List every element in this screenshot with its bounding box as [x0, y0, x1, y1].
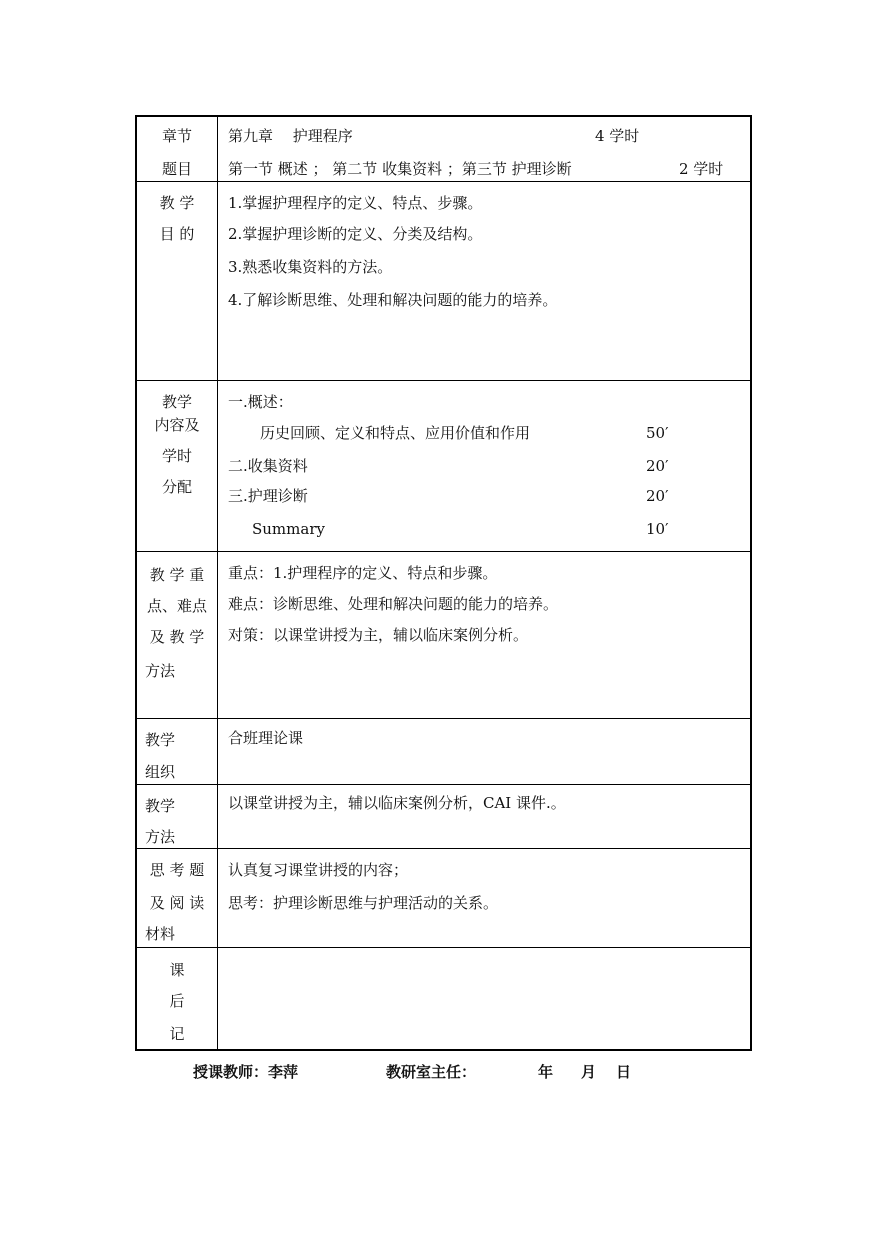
objective-item: 3.熟悉收集资料的方法。 — [228, 258, 393, 276]
method-label: 方法 — [145, 828, 176, 846]
objectives-label: 目 的 — [159, 225, 195, 243]
focus-label: 及 教 学 — [149, 628, 205, 646]
organization-label: 教学 — [145, 731, 176, 749]
director-signature-line: 教研室主任： — [386, 1063, 477, 1081]
date-month: 月 — [581, 1063, 597, 1081]
focus-item: 对策：以课堂讲授为主，辅以临床案例分析。 — [228, 626, 529, 644]
row-divider — [137, 947, 750, 948]
content-item: 历史回顾、定义和特点、应用价值和作用 — [260, 424, 531, 442]
content-item: 二.收集资料 — [228, 457, 308, 475]
objective-item: 2.掌握护理诊断的定义、分类及结构。 — [228, 225, 483, 243]
content-time: 20′ — [646, 487, 669, 505]
content-label: 学时 — [161, 447, 192, 465]
date-day: 日 — [616, 1063, 632, 1081]
content-time: 20′ — [646, 457, 669, 475]
focus-label: 方法 — [145, 662, 176, 680]
row-divider — [137, 784, 750, 785]
chapter-hours: 4 学时 — [595, 127, 640, 145]
reflection-label: 及 阅 读 — [149, 894, 205, 912]
focus-label: 点、难点 — [146, 597, 207, 615]
content-item: 三.护理诊断 — [228, 487, 308, 505]
reflection-item: 认真复习课堂讲授的内容； — [228, 861, 409, 879]
focus-label: 教 学 重 — [149, 566, 205, 584]
content-item: Summary — [252, 520, 325, 538]
content-time: 50′ — [646, 424, 669, 442]
method-label: 教学 — [145, 797, 176, 815]
date-year: 年 — [538, 1063, 554, 1081]
notes-label: 记 — [169, 1025, 185, 1043]
objectives-label: 教 学 — [159, 194, 195, 212]
focus-item: 重点：1.护理程序的定义、特点和步骤。 — [228, 564, 498, 582]
row-divider — [137, 380, 750, 381]
content-label: 内容及 — [154, 416, 200, 434]
teacher-signature-line: 授课教师：李萍 — [193, 1063, 299, 1081]
section-hours: 2 学时 — [679, 160, 724, 178]
notes-label: 后 — [169, 992, 185, 1010]
content-item: 一.概述： — [228, 393, 293, 411]
reflection-item: 思考：护理诊断思维与护理活动的关系。 — [228, 894, 499, 912]
reflection-label: 材料 — [145, 925, 176, 943]
chapter-title: 第九章 护理程序 — [228, 127, 353, 145]
objective-item: 4.了解诊断思维、处理和解决问题的能力的培养。 — [228, 291, 558, 309]
row-divider — [137, 848, 750, 849]
objective-item: 1.掌握护理程序的定义、特点、步骤。 — [228, 194, 483, 212]
content-label: 分配 — [161, 478, 192, 496]
reflection-label: 思 考 题 — [149, 861, 205, 879]
title-label: 题目 — [161, 160, 192, 178]
organization-text: 合班理论课 — [228, 729, 304, 747]
lesson-plan-table — [135, 115, 752, 1051]
row-divider — [137, 551, 750, 552]
focus-item: 难点：诊断思维、处理和解决问题的能力的培养。 — [228, 595, 559, 613]
chapter-label: 章节 — [161, 127, 192, 145]
organization-label: 组织 — [145, 763, 176, 781]
content-label: 教学 — [161, 393, 192, 411]
row-divider — [137, 718, 750, 719]
method-text: 以课堂讲授为主，辅以临床案例分析，CAI 课件.。 — [228, 794, 566, 812]
row-divider — [137, 181, 750, 182]
column-divider — [217, 117, 218, 1049]
chapter-sections: 第一节 概述 ； 第二节 收集资料 ；第三节 护理诊断 — [228, 160, 572, 178]
notes-label: 课 — [169, 961, 185, 979]
content-time: 10′ — [646, 520, 669, 538]
